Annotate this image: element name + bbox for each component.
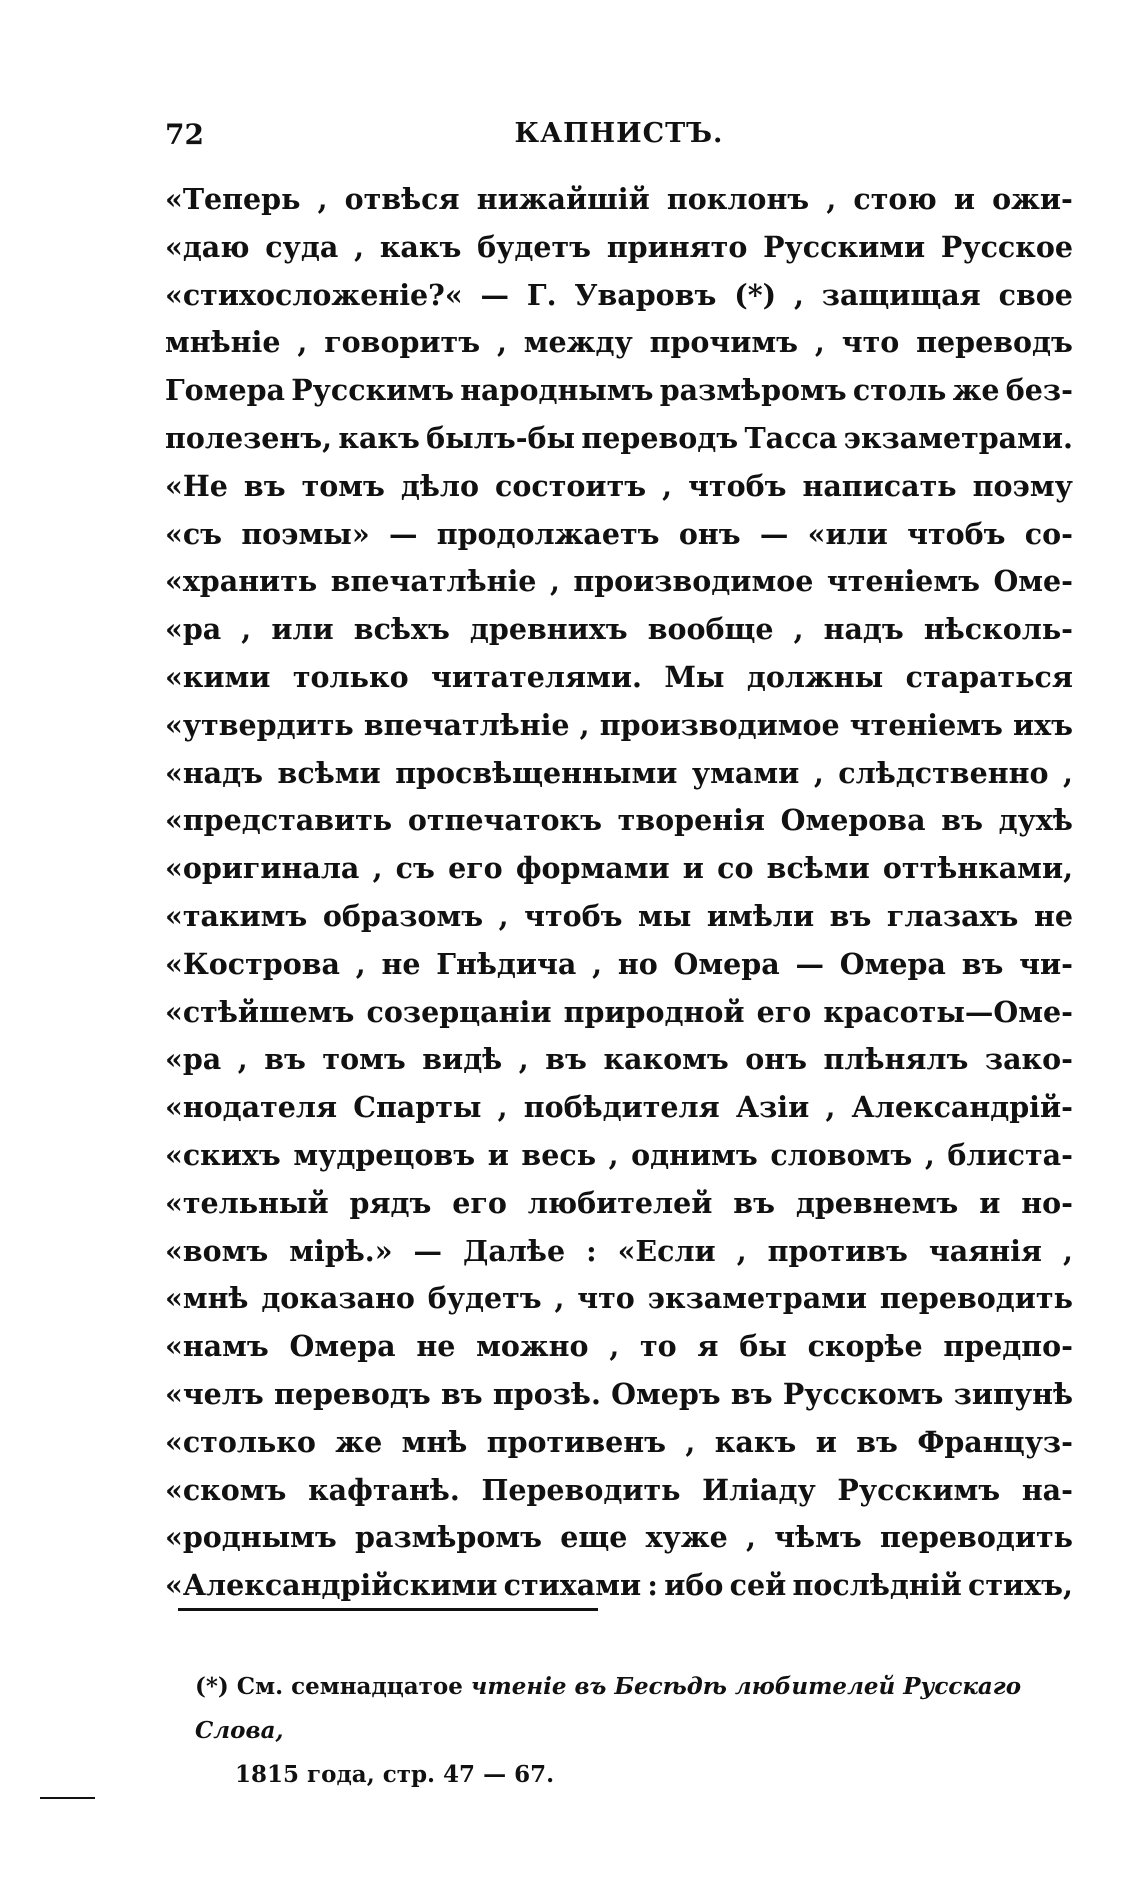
text-line [165,272,1073,320]
word: «столько [165,1424,316,1459]
word: Мы [664,659,725,694]
word: его [756,994,812,1029]
text-line [165,511,1073,559]
word: формами [515,851,670,886]
word: словомъ [770,1137,913,1172]
word: мірѣ.» [289,1233,393,1268]
word: доказано [261,1281,415,1316]
word: не [381,946,421,981]
word: только [292,659,409,694]
word: образомъ [322,898,484,933]
word: «кими [165,659,271,694]
word: размѣромъ [355,1520,542,1555]
word: переводить [879,1520,1073,1555]
word: народнымъ [460,373,654,408]
word: экзаметрами [647,1281,868,1316]
word: Переводить [481,1472,681,1507]
word: и [979,1185,1001,1220]
text-line [165,1228,1073,1276]
word: въ [264,1042,306,1077]
word: Спарты [353,1090,482,1125]
word: надъ [823,612,904,647]
word: въ [243,468,286,503]
footnote-citation: чтеніе въ Бесѣдѣ любителей Русскаго Слова, [195,1673,1022,1744]
page-header [165,118,1073,158]
word: «такимъ [165,898,308,933]
word: столь [852,373,947,408]
word: продолжаетъ [436,516,660,551]
word: «намъ [165,1329,269,1364]
word: Русскимъ [837,1472,1001,1507]
word: всѣми [766,851,870,886]
word: «утвердить [165,707,354,742]
word: «Теперь [165,182,301,216]
word: мы [638,898,692,933]
word: дѣло [400,468,480,503]
text-line [165,1180,1073,1228]
word: но- [1021,1185,1073,1220]
word: древнихъ [469,612,628,647]
word: «скомъ [165,1472,287,1507]
word: красоты—Оме- [823,994,1073,1029]
word: поэмы» [241,516,370,551]
word: стихъ, [968,1568,1073,1603]
word: Г. [526,277,557,312]
word: стараться [905,659,1073,694]
footnote [195,1665,1085,1797]
word: состоитъ [495,468,647,503]
word: : [647,1568,658,1603]
word: въ [441,1376,483,1411]
word: творенія [617,803,765,838]
word: защищая [821,277,981,312]
word: видѣ [422,1042,503,1077]
word: духѣ [998,803,1073,838]
word: или [271,612,334,647]
word: «съ [165,516,223,551]
word: кафтанѣ. [308,1472,460,1507]
word: , [549,564,560,599]
text-line [165,1419,1073,1467]
word: блиста- [947,1137,1073,1172]
word: «Не [165,468,228,503]
word: какомъ [603,1042,729,1077]
word: что [577,1281,635,1316]
word: можно [476,1329,589,1364]
word: , [554,1281,565,1316]
word: умами [691,755,800,790]
word: онъ [745,1042,807,1077]
word: , [1063,755,1073,790]
footnote-divider [178,1608,598,1611]
word: экзаметрами. [843,420,1073,455]
word: ожи- [992,182,1073,216]
word: Русскомъ [782,1376,944,1411]
word: — [480,277,510,312]
word: противъ [767,1233,908,1268]
body-text [165,176,1073,1610]
text-line [165,654,1073,702]
word: Азіи [735,1090,810,1125]
word: не [416,1329,456,1364]
word: въ [829,898,872,933]
word: томъ [322,1042,406,1077]
word: , [736,1233,747,1268]
text-line [165,797,1073,845]
text-line [165,367,1073,415]
word: , [317,182,328,216]
word: въ [961,946,1004,981]
text-line [165,1371,1073,1419]
word: «или [807,516,888,551]
word: «Если [617,1233,716,1268]
word: (*) [734,277,777,312]
word: , [518,1042,529,1077]
word: «скихъ [165,1137,281,1172]
word: , [685,1424,696,1459]
word: томъ [301,468,385,503]
word: Гнѣдича [436,946,577,981]
word: любителей [527,1185,713,1220]
word: отпечатокъ [407,803,602,838]
word: будетъ [477,229,592,264]
word: «хранить [165,564,318,599]
word: , [924,1137,935,1172]
word: свое [998,277,1073,312]
word: слѣдственно [838,755,1049,790]
word: впечатлѣніе [363,707,570,742]
word: говоритъ [324,325,481,360]
word: прозѣ. [492,1376,601,1411]
word: предпо- [943,1329,1073,1364]
word: , [814,325,825,360]
word: «мнѣ [165,1281,249,1316]
word: оттѣнками, [882,851,1073,886]
word: чи- [1019,946,1073,981]
word: «роднымъ [165,1520,337,1555]
word: , [609,1329,620,1364]
word: какъ [714,1424,797,1459]
text-line [165,1132,1073,1180]
word: Русское [940,229,1073,264]
word: нижайшій [476,182,650,216]
word: будетъ [427,1281,542,1316]
word: же [335,1424,383,1459]
word: въ [730,1376,773,1411]
word: впечатлѣніе [330,564,537,599]
word: весь [521,1137,597,1172]
word: Гомера [165,373,285,408]
word: хуже [645,1520,728,1555]
word: Русскими [763,229,926,264]
word: , [813,755,824,790]
word: со [717,851,754,886]
word: Александрій- [851,1090,1073,1125]
word: «представить [165,803,393,838]
word: «надъ [165,755,263,790]
text-line [165,1084,1073,1132]
word: ибо [664,1568,724,1603]
word: принято [606,229,748,264]
word: чтобъ [907,516,1006,551]
word: «Александрійскими [165,1568,498,1603]
word: читателями. [431,659,642,694]
page-number: 72 [165,118,204,151]
word: переводъ [274,1376,431,1411]
word: , [1062,1233,1073,1268]
word: я [697,1329,719,1364]
word: поэму [972,468,1073,503]
word: Омеръ [611,1376,721,1411]
word: древнемъ [795,1185,959,1220]
word: его [452,1185,507,1220]
word: производимое [599,707,840,742]
word: чѣмъ [774,1520,862,1555]
word: рядъ [349,1185,432,1220]
word: полезенъ, [165,420,333,455]
word: , [793,277,804,312]
word: Уваровъ [574,277,717,312]
word: мнѣ [401,1424,468,1459]
text-line [165,1562,1073,1610]
word: отвѣся [344,182,460,216]
word: побѣдителя [523,1090,720,1125]
word: просвѣщенными [395,755,678,790]
word: со- [1024,516,1073,551]
word: Француз- [917,1424,1073,1459]
margin-mark [40,1797,95,1799]
word: то [640,1329,677,1364]
word: противенъ [486,1424,666,1459]
word: — [413,1233,443,1268]
word: «даю [165,229,250,264]
word: чтобъ [524,898,623,933]
word: не [1033,898,1073,933]
word: онъ [678,516,741,551]
text-line [165,224,1073,272]
word: стою [853,182,937,216]
text-line [165,1275,1073,1323]
word: : [586,1233,597,1268]
word: , [592,946,603,981]
text-line [165,1467,1073,1515]
word: всѣми [277,755,381,790]
word: на- [1021,1472,1073,1507]
word: , [241,612,252,647]
word: плѣнялъ [823,1042,969,1077]
text-line [165,463,1073,511]
word: суда [265,229,339,264]
word: еще [560,1520,628,1555]
text-line [165,1323,1073,1371]
word: — [759,516,789,551]
word: какъ [338,420,420,455]
word: всѣхъ [353,612,450,647]
word: «вомъ [165,1233,269,1268]
word: , [826,182,837,216]
word: Далѣе [463,1233,566,1268]
word: должны [746,659,884,694]
word: природной [563,994,745,1029]
word: нѣсколь- [923,612,1073,647]
word: , [497,1090,508,1125]
word: «ра [165,1042,222,1077]
word: без- [1005,373,1073,408]
text-line [165,558,1073,606]
word: Омера [839,946,946,981]
word: зипунѣ [953,1376,1073,1411]
text-line [165,893,1073,941]
word: , [496,325,507,360]
word: , [746,1520,756,1555]
word: мудрецовъ [293,1137,476,1172]
text-line [165,941,1073,989]
word: Иліаду [702,1472,816,1507]
text-line [165,415,1073,463]
word: и [682,851,704,886]
word: и [487,1137,509,1172]
word: , [354,229,365,264]
word: скорѣе [807,1329,923,1364]
text-line [165,989,1073,1037]
footnote-line-1 [195,1665,1085,1753]
word: «тельный [165,1185,329,1220]
word: однимъ [631,1137,758,1172]
word: , [297,325,308,360]
footnote-marker: (*) См. семнадцатое [195,1673,463,1700]
word: чаянія [928,1233,1042,1268]
text-line [165,319,1073,367]
word: написать [802,468,957,503]
word: въ [545,1042,587,1077]
word: зако- [984,1042,1073,1077]
text-line [165,606,1073,654]
word: размѣромъ [659,373,847,408]
word: переводить [879,1281,1073,1316]
word: въ [856,1424,898,1459]
word: же [952,373,1000,408]
word: сей [729,1568,787,1603]
word: послѣдній [792,1568,962,1603]
word: Тасса [744,420,838,455]
word: переводъ [916,325,1073,360]
text-line [165,702,1073,750]
word: созерцаніи [366,994,552,1029]
word: и [815,1424,837,1459]
running-title: КАПНИСТЪ. [514,118,724,149]
word: , [793,612,804,647]
word: стихами [503,1568,642,1603]
word: , [498,898,509,933]
word: чтобъ [688,468,787,503]
word: его [448,851,503,886]
word: , [662,468,673,503]
word: ихъ [1013,707,1073,742]
word: чтеніемъ [849,707,1003,742]
word: мнѣніе [165,325,281,360]
word: «нодателя [165,1090,338,1125]
word: , [608,1137,619,1172]
word: между [523,325,633,360]
word: чтеніемъ [826,564,980,599]
word: но [617,946,658,981]
word: переводъ [581,420,739,455]
footnote-line-2: 1815 года, стр. 47 — 67. [235,1761,555,1788]
text-line [165,176,1073,224]
word: Оме- [993,564,1073,599]
word: и [953,182,975,216]
text-line [165,845,1073,893]
text-line [165,1514,1073,1562]
word: — [795,946,824,981]
word: Омера [289,1329,396,1364]
word: въ [733,1185,775,1220]
word: Русскимъ [291,373,454,408]
word: въ [941,803,983,838]
word: что [841,325,900,360]
word: производимое [573,564,814,599]
word: вообще [647,612,774,647]
word: Омерова [780,803,926,838]
word: «ра [165,612,222,647]
word: имѣли [706,898,815,933]
word: , [372,851,383,886]
word: «стѣйшемъ [165,994,355,1029]
word: «стихосложеніе?« [165,277,463,312]
text-line [165,1036,1073,1084]
word: «Кострова [165,946,340,981]
text-line [165,750,1073,798]
word: , [237,1042,248,1077]
word: глазахъ [886,898,1019,933]
word: «челъ [165,1376,264,1411]
word: «оригинала [165,851,360,886]
word: , [579,707,590,742]
word: бы [739,1329,787,1364]
word: — [388,516,418,551]
word: , [355,946,366,981]
word: , [825,1090,836,1125]
word: былъ-бы [426,420,576,455]
word: поклонъ [666,182,810,216]
word: Омера [673,946,780,981]
word: съ [395,851,435,886]
word: прочимъ [649,325,799,360]
word: какъ [379,229,462,264]
